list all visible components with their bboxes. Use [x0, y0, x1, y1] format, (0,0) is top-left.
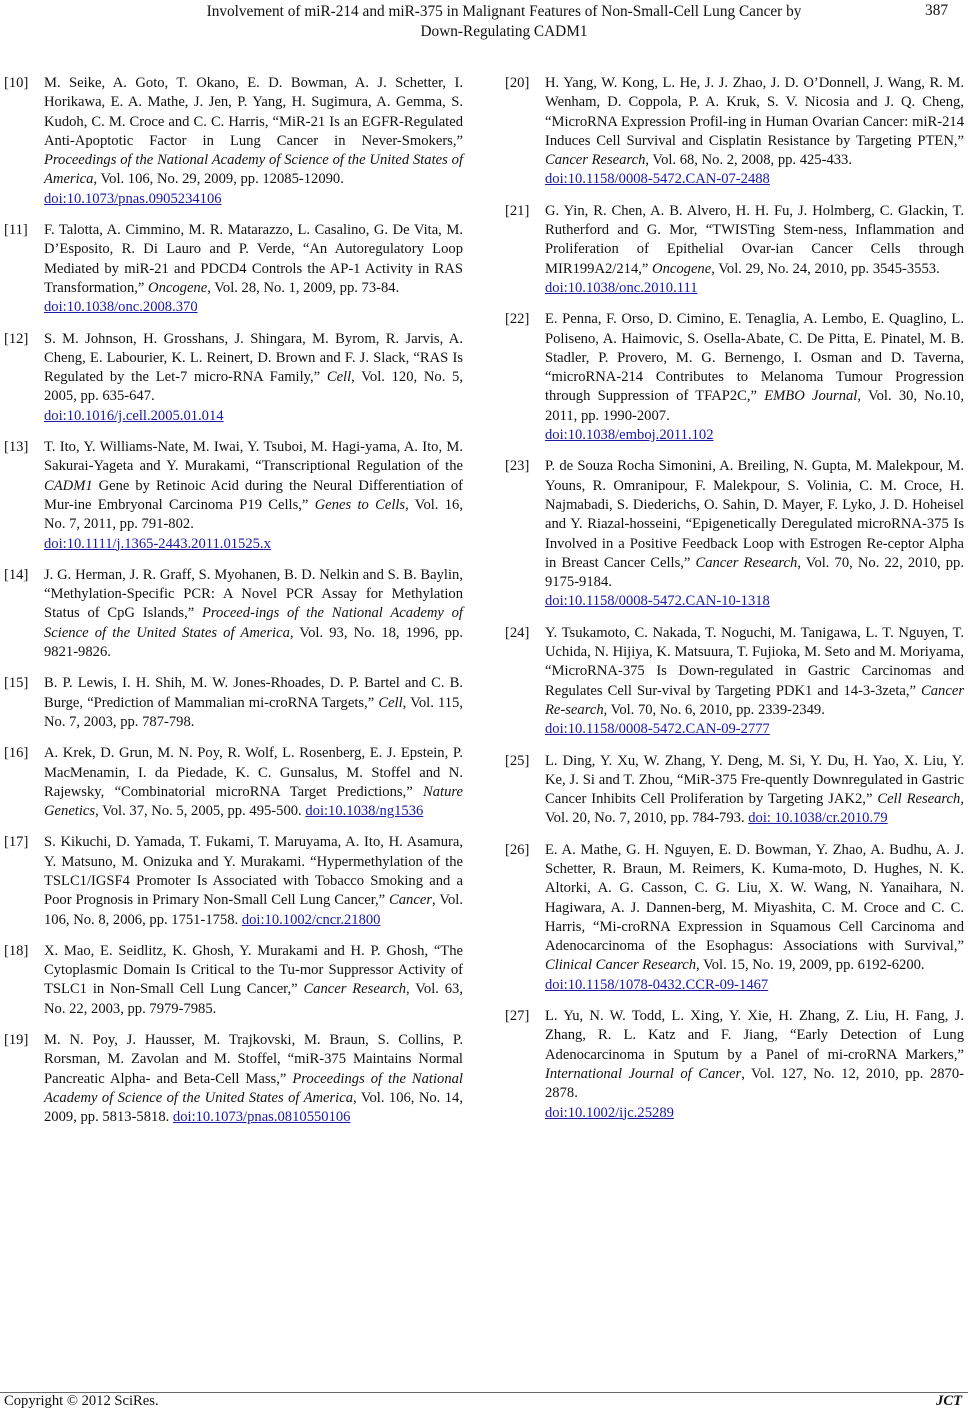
- reference-text-segment: , Vol. 70, No. 22, 2010, pp. 9175-9184.: [545, 554, 964, 591]
- reference-number: [11]: [4, 222, 28, 239]
- doi-link[interactable]: doi:10.1038/onc.2010.111: [545, 279, 698, 296]
- reference-number: [17]: [4, 834, 29, 851]
- reference-text-segment: , Vol. 106, No. 8, 2006, pp. 1751-1758.: [44, 892, 463, 928]
- reference-source-title: Nature Genetics: [44, 783, 463, 820]
- reference-number: [15]: [4, 675, 29, 692]
- running-title-line1: Involvement of miR-214 and miR-375 in Malignant Features of Non-Small-Cell Lung Cancer by: [206, 3, 802, 20]
- reference-text: [545, 458, 964, 611]
- doi-link[interactable]: doi: 10.1038/cr.2010.79: [748, 810, 888, 827]
- reference-source-title: Cancer: [389, 892, 432, 909]
- reference-text-segment: , Vol. 15, No. 19, 2009, pp. 6192-6200.: [696, 957, 925, 974]
- doi-line: [545, 976, 964, 995]
- reference-text-segment: , Vol. 16, No. 7, 2011, pp. 791-802.: [44, 496, 463, 533]
- reference-text-segment: P. de Souza Rocha Simonini, A. Breiling, N. Gupta, M. Malekpour, M. Youns, R. Omranipour, F. Malekpour, S. Volinia, C. M. Croce, H. Najmabadi, S. Diederichs, O. Sahin, D. Mayer, F. Lyko, J. D. Hoheisel and Y. Riazal-hosseini, “Epigenetically Deregulated microRNA-375 Is Involved in a Positive Feedback Loop with Estrogen Re-ceptor Alpha in Breast Cancer Cells,”: [545, 458, 964, 571]
- doi-link[interactable]: doi:10.1158/0008-5472.CAN-10-1318: [545, 593, 770, 610]
- doi-line: [44, 298, 463, 317]
- reference-text-segment: X. Mao, E. Seidlitz, K. Ghosh, Y. Murakami and H. P. Ghosh, “The Cytoplasmic Domain Is Critical to the Tu-mor Suppressor Activity of TSLC1 in Non-Small Cell Lung Cancer,”: [44, 942, 463, 998]
- reference-text-segment: T. Ito, Y. Williams-Nate, M. Iwai, Y. Tsuboi, M. Hagi-yama, A. Ito, M. Sakurai-Yageta and Y. Murakami, “Transcriptional Regulation of the: [44, 439, 463, 475]
- reference-text: [545, 842, 964, 995]
- reference-text: [545, 311, 964, 445]
- reference-text: [44, 1032, 463, 1125]
- reference-text: [44, 439, 463, 554]
- page-number: 387: [925, 2, 948, 19]
- reference-number: [24]: [505, 624, 530, 641]
- reference-text-segment: , Vol. 37, No. 5, 2005, pp. 495-500.: [95, 803, 306, 820]
- doi-line: [44, 190, 463, 209]
- reference-number: [10]: [4, 75, 29, 91]
- reference-number: [19]: [4, 1032, 29, 1049]
- reference-entry: [4, 833, 463, 929]
- journal-abbreviation: JCT: [936, 1393, 962, 1409]
- reference-text: [44, 567, 463, 660]
- doi-line: [545, 279, 964, 298]
- reference-source-title: Cancer Re-search: [545, 682, 964, 718]
- reference-entry: [4, 566, 463, 662]
- doi-line: [44, 407, 463, 426]
- reference-entry: [505, 202, 964, 298]
- reference-source-title: Oncogene: [652, 260, 712, 277]
- reference-text-segment: , Vol. 106, No. 14, 2009, pp. 5813-5818.: [44, 1089, 463, 1126]
- reference-text: [545, 753, 964, 827]
- reference-text-segment: , Vol. 20, No. 7, 2010, pp. 784-793.: [545, 791, 964, 827]
- references-left-column: [4, 74, 463, 1140]
- reference-number: [25]: [505, 752, 530, 769]
- reference-source-title: EMBO Journal: [764, 388, 858, 405]
- reference-text-segment: , Vol. 28, No. 1, 2009, pp. 73-84.: [207, 279, 400, 296]
- reference-text: [44, 943, 463, 1017]
- reference-source-title: Proceed-ings of the National Academy of Science of the United States of America: [44, 605, 463, 641]
- reference-text-segment: , Vol. 93, No. 18, 1996, pp. 9821-9826.: [44, 624, 463, 661]
- doi-link[interactable]: doi:10.1038/onc.2008.370: [44, 299, 198, 316]
- doi-link[interactable]: doi:10.1158/1078-0432.CCR-09-1467: [545, 976, 769, 993]
- reference-text-segment: L. Ding, Y. Xu, W. Zhang, Y. Deng, M. Si, Y. Du, H. Yao, X. Liu, Y. Ke, J. Si and T. Zhou, “MiR-375 Fre-quently Downregulated in Gastric Cancer Inhibits Cell Proliferation by Targeting JAK2,”: [545, 752, 964, 808]
- reference-source-title: Cancer Research: [303, 981, 407, 998]
- reference-text-segment: Y. Tsukamoto, C. Nakada, T. Noguchi, M. Tanigawa, L. T. Nguyen, T. Uchida, N. Hijiya, K. Matsuura, T. Fujioka, M. Seto and M. Moriyama, “MicroRNA-375 Is Down-regulated in Gastric Carcinomas and Regulates Cell Sur-vival by Targeting PDK1 and 14-3-3zeta,”: [545, 624, 964, 699]
- reference-text-segment: , Vol. 115, No. 7, 2003, pp. 787-798.: [44, 694, 463, 730]
- reference-text-segment: , Vol. 127, No. 12, 2010, pp. 2870-2878.: [545, 1065, 964, 1102]
- reference-text-segment: , Vol. 29, No. 24, 2010, pp. 3545-3553.: [711, 260, 940, 277]
- reference-number: [20]: [505, 75, 530, 91]
- reference-number: [18]: [4, 942, 29, 959]
- reference-number: [22]: [505, 311, 530, 328]
- reference-entry: [4, 438, 463, 554]
- reference-source-title: Proceedings of the National Academy of Science of the United States of America: [44, 1070, 463, 1106]
- reference-text-segment: A. Krek, D. Grun, M. N. Poy, R. Wolf, L. Rosenberg, E. J. Epstein, P. MacMenamin, I. da Piedade, K. C. Gunsalus, M. Stoffel and N. Rajewsky, “Combinatorial microRNA Target Predictions,”: [44, 745, 463, 800]
- reference-text: [545, 75, 964, 190]
- reference-source-title: Clinical Cancer Research: [545, 957, 697, 974]
- reference-number: [13]: [4, 439, 29, 456]
- reference-source-title: Cell: [326, 369, 352, 386]
- reference-text-segment: , Vol. 63, No. 22, 2003, pp. 7979-7985.: [44, 981, 463, 1017]
- reference-entry: [505, 752, 964, 829]
- reference-number: [14]: [4, 566, 29, 583]
- reference-text: [44, 834, 463, 927]
- doi-link[interactable]: doi:10.1038/ng1536: [305, 803, 424, 820]
- reference-source-title: Cell Research: [877, 791, 961, 808]
- doi-link[interactable]: doi:10.1073/pnas.0810550106: [172, 1109, 351, 1126]
- reference-entry: [505, 457, 964, 611]
- doi-link[interactable]: doi:10.1016/j.cell.2005.01.014: [44, 407, 224, 424]
- doi-link[interactable]: doi:10.1002/ijc.25289: [545, 1104, 674, 1121]
- reference-entry: [505, 310, 964, 445]
- reference-text: [545, 1008, 964, 1123]
- reference-text-segment: Gene by Retinoic Acid during the Neural Differentiation of Mur-ine Embryonal Carcinoma P19 Cells,”: [44, 477, 463, 513]
- reference-source-title: Proceedings of the National Academy of Science of the United States of America: [44, 152, 463, 188]
- reference-text: [44, 75, 463, 209]
- doi-link[interactable]: doi:10.1158/0008-5472.CAN-07-2488: [545, 171, 770, 188]
- reference-entry: [4, 221, 463, 317]
- reference-text-segment: S. M. Johnson, H. Grosshans, J. Shingara, M. Byrom, R. Jarvis, A. Cheng, E. Labourier, K. L. Reinert, D. Brown and F. J. Slack, “RAS Is Regulated by the Let-7 micro-RNA Family,”: [44, 330, 463, 386]
- doi-line: [44, 535, 463, 554]
- reference-text-segment: H. Yang, W. Kong, L. He, J. J. Zhao, J. D. O’Donnell, J. Wang, R. M. Wenham, D. Coppola, P. A. Kruk, S. V. Nicosia and J. Q. Cheng, “MicroRNA Expression Profil-ing in Human Ovarian Cancer: miR-214 Induces Cell Survival and Cisplatin Resistance by Targeting PTEN,”: [545, 75, 964, 149]
- reference-entry: [4, 674, 463, 732]
- doi-link[interactable]: doi:10.1073/pnas.0905234106: [44, 190, 222, 207]
- doi-line: [545, 592, 964, 611]
- reference-text-segment: M. Seike, A. Goto, T. Okano, E. D. Bowman, A. J. Schetter, I. Horikawa, E. A. Mathe, J. Jen, P. Yang, H. Sugimura, A. Gemma, S. Kudoh, C. M. Croce and C. C. Harris, “MiR-21 Is an EGFR-Regulated Anti-Apoptotic Factor in Lung Cancer in Never-Smokers,”: [44, 75, 463, 149]
- reference-text-segment: E. Penna, F. Orso, D. Cimino, E. Tenaglia, A. Lembo, E. Quaglino, L. Poliseno, A. Haimovic, S. Osella-Abate, C. De Pitta, E. Pinatel, M. B. Stadler, P. Provero, M. G. Bernengo, I. Osman and D. Taverna, “microRNA-214 Contributes to Melanoma Tumour Progression through Suppression of TFAP2C,”: [545, 311, 964, 405]
- reference-source-title: Genes to Cells: [314, 496, 406, 513]
- reference-entry: [505, 1007, 964, 1123]
- doi-link[interactable]: doi:10.1002/cncr.21800: [241, 911, 381, 928]
- doi-line: [545, 720, 964, 739]
- reference-number: [12]: [4, 330, 29, 347]
- reference-number: [21]: [505, 202, 530, 219]
- copyright-notice: Copyright © 2012 SciRes.: [4, 1393, 159, 1409]
- reference-text: [44, 675, 463, 730]
- reference-text-segment: L. Yu, N. W. Todd, L. Xing, Y. Xie, H. Zhang, Z. Liu, H. Fang, J. Zhang, R. L. Katz and F. Jiang, “Early Detection of Lung Adenocarcinoma in Sputum by a Panel of mi-croRNA Markers,”: [545, 1008, 964, 1063]
- doi-line: [545, 1104, 964, 1123]
- reference-entry: [505, 841, 964, 995]
- reference-text: [545, 203, 964, 298]
- running-title-line2: Down-Regulating CADM1: [420, 23, 588, 40]
- reference-entry: [4, 330, 463, 426]
- reference-source-title: Cancer Research: [545, 152, 646, 169]
- reference-number: [27]: [505, 1008, 530, 1025]
- reference-text-segment: , Vol. 106, No. 29, 2009, pp. 12085-12090.: [93, 171, 344, 188]
- reference-entry: [4, 744, 463, 821]
- reference-text-segment: S. Kikuchi, D. Yamada, T. Fukami, T. Maruyama, A. Ito, H. Asamura, Y. Matsuno, M. Onizuka and Y. Murakami. “Hypermethylation of the TSLC1/IGSF4 Promoter Is Associated with Tobacco Smoking and a Poor Prognosis in Primary Non-Small Cell Lung Cancer,”: [44, 834, 463, 909]
- reference-source-title: CADM1: [44, 477, 93, 494]
- reference-source-title: International Journal of Cancer: [545, 1065, 742, 1082]
- doi-line: [545, 170, 964, 189]
- reference-text-segment: M. N. Poy, J. Hausser, M. Trajkovski, M. Braun, S. Collins, P. Rorsman, M. Zavolan and M. Stoffel, “miR-375 Maintains Normal Pancreatic Alpha- and Beta-Cell Mass,”: [44, 1032, 463, 1087]
- reference-source-title: Cancer Research: [695, 554, 798, 571]
- reference-text: [44, 745, 463, 819]
- reference-text: [545, 625, 964, 740]
- reference-text-segment: G. Yin, R. Chen, A. B. Alvero, H. H. Fu, J. Holmberg, C. Glackin, T. Rutherford and G. Mor, “TWISTing Stem-ness, Inflammation and Proliferation of Epithelial Ovar-ian Cancer Cells through MIR199A2/214,”: [545, 202, 964, 277]
- reference-entry: [4, 74, 463, 209]
- reference-text-segment: , Vol. 70, No. 6, 2010, pp. 2339-2349.: [603, 701, 825, 718]
- reference-number: [23]: [505, 458, 530, 475]
- reference-text-segment: E. A. Mathe, G. H. Nguyen, E. D. Bowman, Y. Zhao, A. Budhu, A. J. Schetter, R. Braun, M. Reimers, K. Kuma-moto, D. Hughes, N. K. Altorki, A. G. Casson, C. G. Liu, X. W. Wang, N. Yanaihara, N. Hagiwara, A. J. Dannen-berg, M. Miyashita, C. M. Croce and C. C. Harris, “Mi-croRNA Expression in Squamous Cell Carcinoma and Adenocarcinoma of the Esophagus: Associations with Survival,”: [545, 841, 964, 955]
- reference-entry: [505, 624, 964, 740]
- doi-link[interactable]: doi:10.1111/j.1365-2443.2011.01525.x: [44, 535, 271, 552]
- reference-text-segment: , Vol. 68, No. 2, 2008, pp. 425-433.: [645, 152, 852, 169]
- reference-source-title: Cell: [378, 694, 403, 711]
- doi-link[interactable]: doi:10.1038/emboj.2011.102: [545, 427, 714, 444]
- reference-entry: [4, 942, 463, 1019]
- doi-line: [545, 426, 964, 445]
- reference-source-title: Oncogene: [148, 279, 208, 296]
- reference-number: [16]: [4, 745, 29, 762]
- doi-link[interactable]: doi:10.1158/0008-5472.CAN-09-2777: [545, 721, 770, 738]
- references-right-column: [505, 74, 964, 1135]
- reference-text-segment: F. Talotta, A. Cimmino, M. R. Matarazzo, L. Casalino, G. De Vita, M. D’Esposito, R. Di Lauro and P. Verde, “An Autoregulatory Loop Mediated by miR-21 and PDCD4 Controls the AP-1 Activity in RAS Transformation,”: [44, 222, 463, 296]
- reference-text-segment: , Vol. 120, No. 5, 2005, pp. 635-647.: [44, 369, 463, 405]
- reference-entry: [4, 1031, 463, 1127]
- reference-text-segment: B. P. Lewis, I. H. Shih, M. W. Jones-Rhoades, D. P. Bartel and C. B. Burge, “Prediction of Mammalian mi-croRNA Targets,”: [44, 675, 463, 711]
- reference-text: [44, 331, 463, 426]
- reference-text-segment: J. G. Herman, J. R. Graff, S. Myohanen, B. D. Nelkin and S. B. Baylin, “Methylation-Specific PCR: A Novel PCR Assay for Methylation Status of CpG Islands,”: [44, 566, 463, 622]
- reference-entry: [505, 74, 964, 190]
- running-header: [60, 2, 948, 42]
- reference-number: [26]: [505, 841, 530, 858]
- reference-text: [44, 222, 463, 317]
- reference-text-segment: , Vol. 30, No.10, 2011, pp. 1990-2007.: [545, 388, 965, 424]
